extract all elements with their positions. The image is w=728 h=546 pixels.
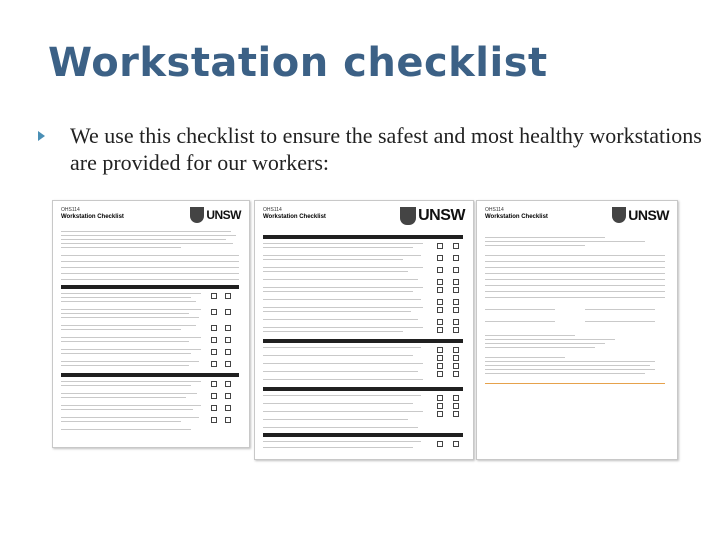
doc-title: Workstation Checklist (61, 214, 124, 220)
unsw-logo (190, 207, 241, 223)
doc-code: OHS114 (263, 207, 282, 213)
doc-title: Workstation Checklist (263, 214, 326, 220)
checklist-page-2 (254, 200, 474, 460)
checklist-page-3 (476, 200, 678, 460)
logo-text: UNSW (418, 207, 465, 224)
doc-code: OHS114 (485, 207, 504, 213)
checklist-page-1 (52, 200, 250, 448)
slide-title: Workstation checklist (48, 40, 548, 86)
bullet-item (38, 122, 708, 176)
unsw-logo (400, 207, 465, 225)
logo-text: UNSW (628, 207, 669, 223)
crest-icon (400, 207, 416, 225)
bullet-text: We use this checklist to ensure the safest and most healthy workstations are provided for our workers: (70, 123, 702, 175)
logo-text: UNSW (206, 208, 241, 222)
doc-title: Workstation Checklist (485, 214, 548, 220)
bullet-arrow-icon (38, 131, 45, 141)
unsw-logo (612, 207, 669, 223)
doc-code: OHS114 (61, 207, 80, 213)
crest-icon (190, 207, 204, 223)
crest-icon (612, 207, 626, 223)
